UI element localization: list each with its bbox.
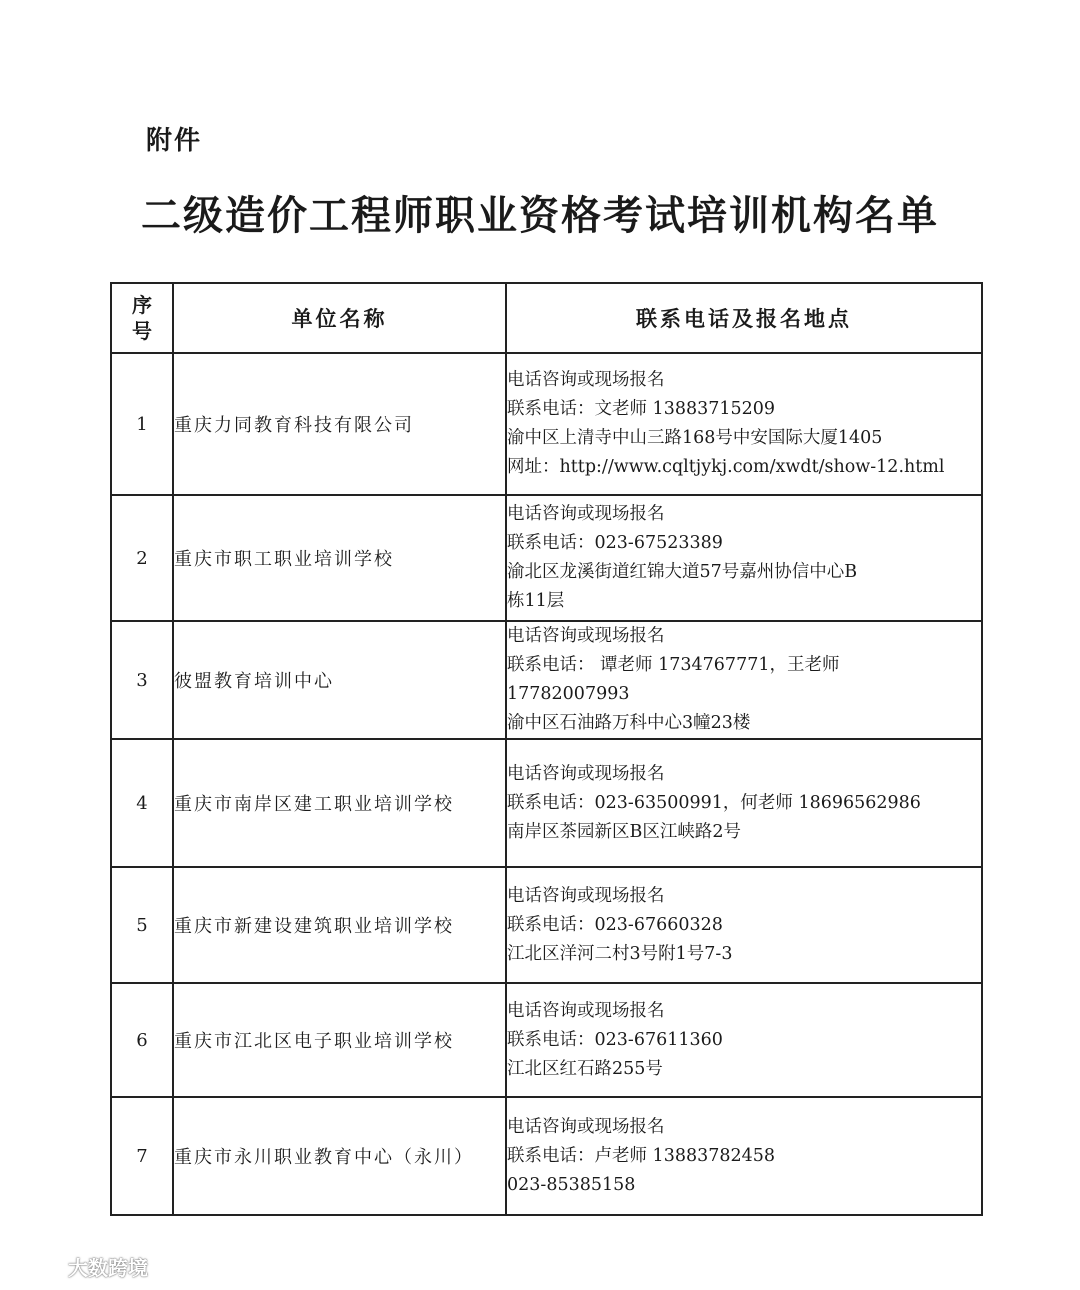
row-seq: 3	[111, 621, 173, 739]
row-institution-name: 重庆市新建设建筑职业培训学校	[173, 867, 506, 983]
header-row	[111, 283, 982, 353]
watermark	[36, 1252, 148, 1281]
contact-line: 电话咨询或现场报名	[507, 885, 665, 906]
table-row	[111, 983, 982, 1097]
table-row	[111, 621, 982, 739]
contact-line: 江北区洋河二村3号附1号7-3	[507, 943, 733, 964]
table-row	[111, 739, 982, 867]
contact-line: 栋11层	[507, 591, 565, 611]
contact-line: 023-85385158	[507, 1174, 636, 1195]
contact-line: 联系电话：卢老师 13883782458	[507, 1145, 776, 1166]
contact-line: 网址：http://www.cqltjykj.com/xwdt/show-12.html	[507, 457, 945, 477]
row-contact	[506, 867, 982, 983]
row-contact	[506, 353, 982, 495]
contact-line: 渝北区龙溪街道红锦大道57号嘉州协信中心B	[507, 562, 858, 582]
row-contact	[506, 495, 982, 621]
contact-line: 电话咨询或现场报名	[507, 1116, 665, 1137]
watermark-text: 大数跨境	[68, 1256, 148, 1280]
attachment-label: 附件	[146, 126, 203, 156]
header-name: 单位名称	[173, 283, 506, 353]
row-institution-name: 彼盟教育培训中心	[173, 621, 506, 739]
table-body	[111, 353, 982, 1215]
contact-line: 江北区红石路255号	[507, 1058, 663, 1079]
contact-line: 联系电话： 谭老师 1734767771，王老师	[507, 655, 840, 675]
contact-line: 南岸区茶园新区B区江峡路2号	[507, 821, 741, 842]
row-contact	[506, 621, 982, 739]
contact-line: 联系电话：023-67523389	[507, 533, 723, 553]
table-row	[111, 353, 982, 495]
contact-line: 电话咨询或现场报名	[507, 370, 665, 390]
page-title: 二级造价工程师职业资格考试培训机构名单	[141, 193, 939, 239]
row-institution-name: 重庆力同教育科技有限公司	[173, 353, 506, 495]
contact-line: 渝中区石油路万科中心3幢23楼	[507, 713, 751, 733]
row-seq: 6	[111, 983, 173, 1097]
row-contact	[506, 739, 982, 867]
row-seq: 1	[111, 353, 173, 495]
header-seq-line1: 序	[132, 293, 152, 317]
contact-line: 电话咨询或现场报名	[507, 504, 665, 524]
contact-line: 17782007993	[507, 684, 630, 704]
table-row	[111, 867, 982, 983]
table-row	[111, 1097, 982, 1215]
contact-line: 渝中区上清寺中山三路168号中安国际大厦1405	[507, 428, 883, 448]
row-contact	[506, 983, 982, 1097]
contact-line: 电话咨询或现场报名	[507, 763, 665, 784]
contact-line: 联系电话：023-67660328	[507, 914, 723, 935]
contact-line: 电话咨询或现场报名	[507, 626, 665, 646]
table-header	[111, 283, 982, 353]
row-seq: 2	[111, 495, 173, 621]
chat-bubble-icon	[36, 1256, 62, 1278]
row-seq: 4	[111, 739, 173, 867]
table-row	[111, 495, 982, 621]
row-institution-name: 重庆市永川职业教育中心（永川）	[173, 1097, 506, 1215]
contact-line: 联系电话：023-63500991，何老师 18696562986	[507, 792, 921, 813]
contact-line: 电话咨询或现场报名	[507, 1000, 665, 1021]
header-seq-line2: 号	[132, 319, 152, 343]
contact-line: 联系电话：023-67611360	[507, 1029, 723, 1050]
row-institution-name: 重庆市职工职业培训学校	[173, 495, 506, 621]
row-seq: 7	[111, 1097, 173, 1215]
row-institution-name: 重庆市江北区电子职业培训学校	[173, 983, 506, 1097]
institution-table	[110, 282, 983, 1216]
row-contact	[506, 1097, 982, 1215]
row-seq: 5	[111, 867, 173, 983]
row-institution-name: 重庆市南岸区建工职业培训学校	[173, 739, 506, 867]
header-seq	[111, 283, 173, 353]
header-contact: 联系电话及报名地点	[506, 283, 982, 353]
contact-line: 联系电话：文老师 13883715209	[507, 399, 776, 419]
